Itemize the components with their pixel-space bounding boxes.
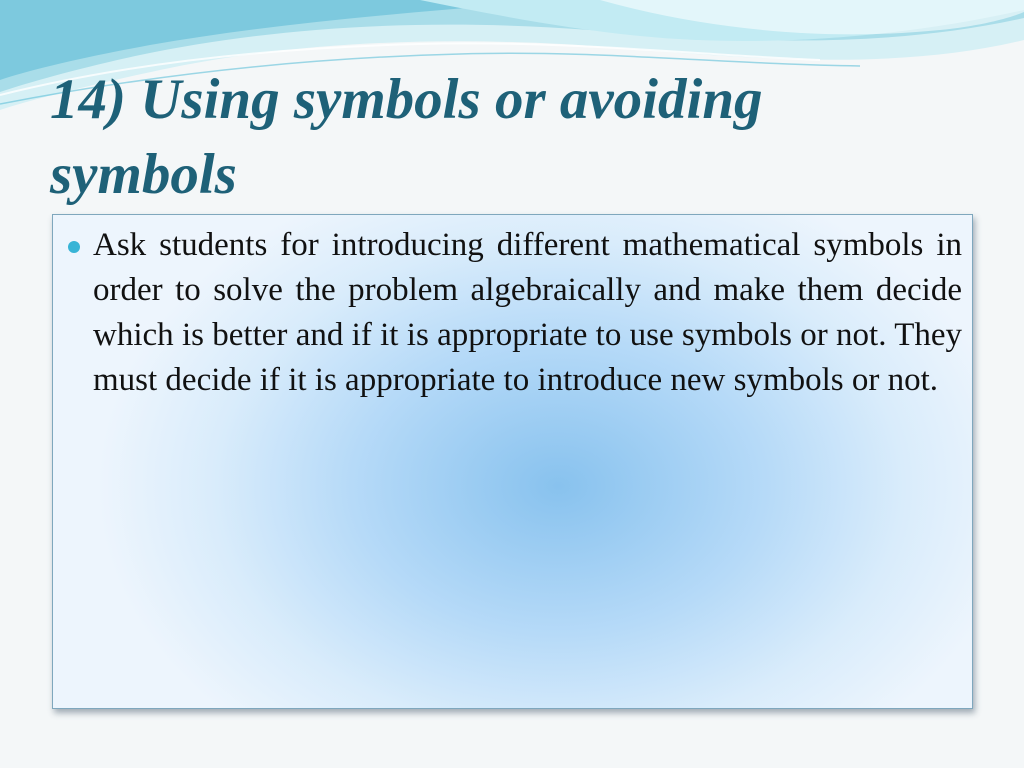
bullet-item [93,223,962,403]
slide-title: 14) Using symbols or avoiding symbols [50,68,763,206]
bullet-dot-icon [68,241,80,253]
bullet-list [53,223,972,403]
content-box [52,214,973,709]
bullet-text: Ask students for introducing different mathematical symbols in order to solve the problem algebraically and make them decide which is better and if it is appropriate to use symbols or not. They must decide if it is appropriate to introduce new symbols or not. [93,227,962,398]
